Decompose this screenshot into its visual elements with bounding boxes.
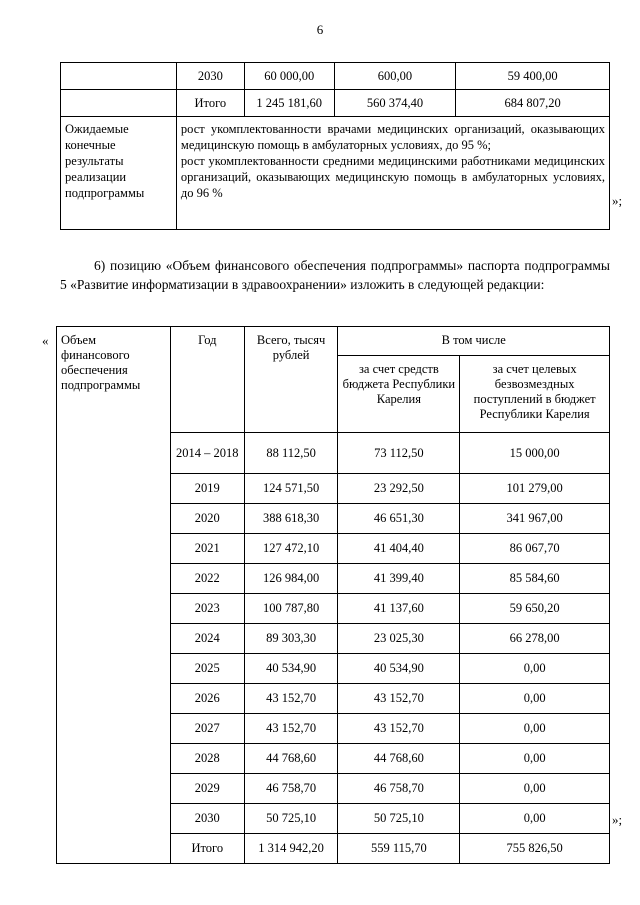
total-cell: 43 152,70 [244,684,338,714]
targeted-cell: 85 584,60 [460,564,610,594]
closing-quote: »; [612,812,623,827]
targeted-cell: 59 650,20 [460,594,610,624]
budget-cell: 23 025,30 [338,624,460,654]
total-cell: 100 787,80 [244,594,338,624]
total-cell: 60 000,00 [244,63,334,90]
targeted-cell: 59 400,00 [456,63,610,90]
year-cell: 2021 [170,534,244,564]
year-cell: 2028 [170,744,244,774]
budget-cell: 40 534,90 [338,654,460,684]
budget-cell: 73 112,50 [338,433,460,474]
header-including: В том числе [338,327,610,356]
total-cell: 40 534,90 [244,654,338,684]
targeted-cell: 0,00 [460,714,610,744]
targeted-cell: 755 826,50 [460,834,610,864]
year-cell: 2030 [170,804,244,834]
header-row [57,327,610,356]
targeted-cell: 0,00 [460,684,610,714]
budget-cell: 23 292,50 [338,474,460,504]
header-year: Год [170,327,244,433]
total-cell: 88 112,50 [244,433,338,474]
year-cell: 2027 [170,714,244,744]
targeted-cell: 0,00 [460,774,610,804]
total-cell: 388 618,30 [244,504,338,534]
targeted-cell: 0,00 [460,804,610,834]
results-label: Ожидаемые конечные результаты реализации подпрограммы [61,117,177,230]
budget-cell: 43 152,70 [338,684,460,714]
year-cell: Итого [176,90,244,117]
header-budget: за счет средств бюджета Республики Карелия [338,356,460,433]
total-cell: 89 303,30 [244,624,338,654]
total-cell: 127 472,10 [244,534,338,564]
budget-cell: 560 374,40 [334,90,456,117]
budget-cell: 600,00 [334,63,456,90]
budget-cell: 46 758,70 [338,774,460,804]
targeted-cell: 684 807,20 [456,90,610,117]
year-cell: 2025 [170,654,244,684]
section-label: Объем финансового обеспечения подпрограммы [57,327,171,864]
table-subprogram-4-continuation [60,62,610,230]
year-cell: 2024 [170,624,244,654]
budget-cell: 559 115,70 [338,834,460,864]
amendment-paragraph: 6) позицию «Объем финансового обеспечения подпрограммы» паспорта подпрограммы 5 «Развитие информатизации в здравоохранении» изложить в следующей редакции: [60,258,610,292]
results-text [176,117,609,230]
year-cell: 2019 [170,474,244,504]
year-cell: 2014 – 2018 [170,433,244,474]
total-cell: 46 758,70 [244,774,338,804]
budget-cell: 41 137,60 [338,594,460,624]
budget-cell: 41 404,40 [338,534,460,564]
year-cell: 2023 [170,594,244,624]
header-total: Всего, тысяч рублей [244,327,338,433]
year-cell: 2022 [170,564,244,594]
total-cell: 124 571,50 [244,474,338,504]
budget-cell: 41 399,40 [338,564,460,594]
closing-quote: »; [612,193,623,208]
targeted-cell: 101 279,00 [460,474,610,504]
total-cell: 43 152,70 [244,714,338,744]
targeted-cell: 0,00 [460,654,610,684]
results-row [61,117,610,230]
year-cell: 2020 [170,504,244,534]
year-cell: 2030 [176,63,244,90]
results-text-1: рост укомплектованности врачами медицинских организаций, оказывающих медицинскую помощь в амбулаторных условиях, до 95 %; [180,122,605,152]
budget-cell: 44 768,60 [338,744,460,774]
total-cell: 44 768,60 [244,744,338,774]
targeted-cell: 66 278,00 [460,624,610,654]
year-cell: Итого [170,834,244,864]
table-row [61,63,610,90]
budget-cell: 50 725,10 [338,804,460,834]
results-text-2: рост укомплектованности средними медицинскими работниками медицинских организаций, оказывающих медицинскую помощь в амбулаторных условиях, до 96 % [180,154,605,200]
total-cell: 1 314 942,20 [244,834,338,864]
page-number: 6 [316,22,324,37]
table-row [61,90,610,117]
header-targeted: за счет целевых безвозмездных поступлений в бюджет Республики Карелия [460,356,610,433]
total-cell: 126 984,00 [244,564,338,594]
total-cell: 1 245 181,60 [244,90,334,117]
year-cell: 2026 [170,684,244,714]
total-cell: 50 725,10 [244,804,338,834]
year-cell: 2029 [170,774,244,804]
budget-cell: 43 152,70 [338,714,460,744]
targeted-cell: 86 067,70 [460,534,610,564]
targeted-cell: 341 967,00 [460,504,610,534]
targeted-cell: 0,00 [460,744,610,774]
targeted-cell: 15 000,00 [460,433,610,474]
budget-cell: 46 651,30 [338,504,460,534]
opening-quote: « [42,333,49,348]
table-subprogram-5-financing [56,326,610,864]
